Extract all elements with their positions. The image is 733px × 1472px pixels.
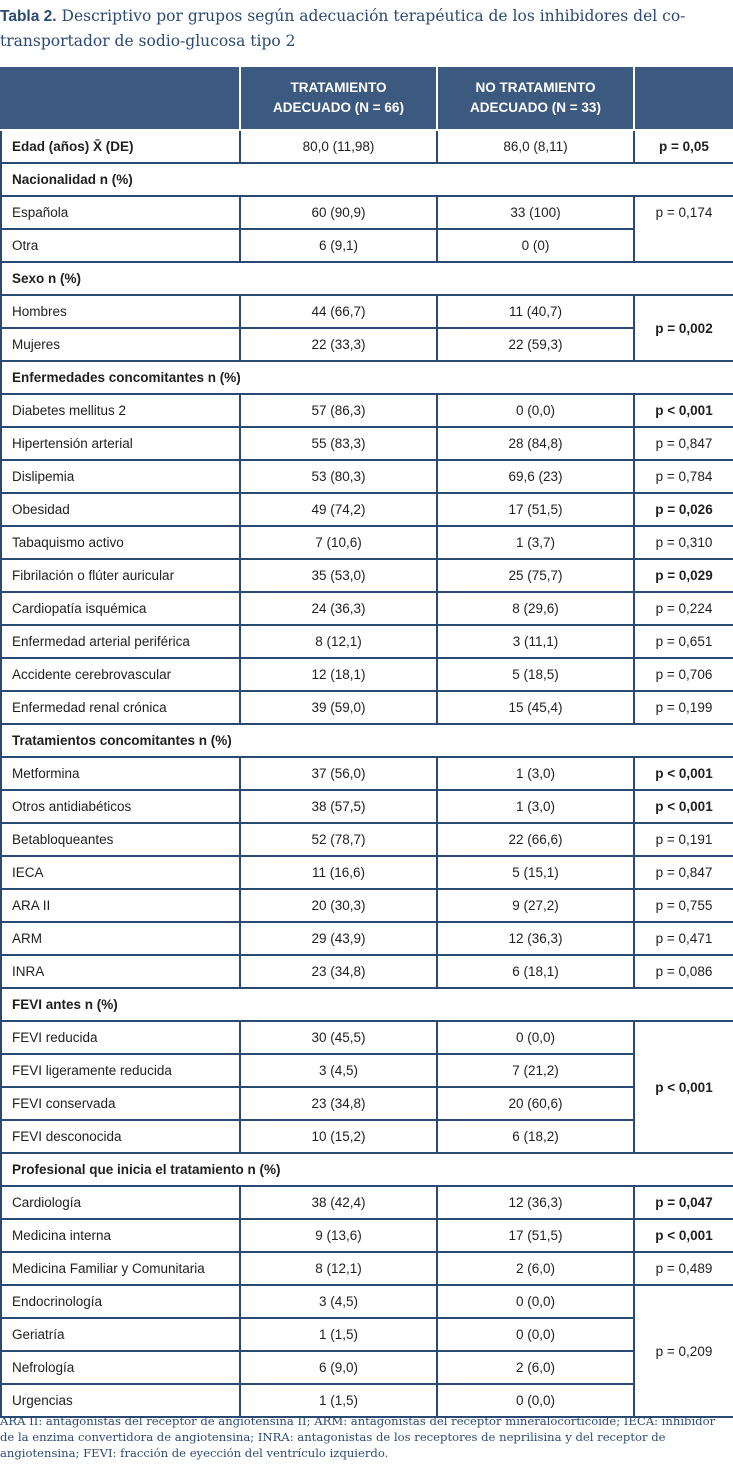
adequate-value: 35 (53,0): [240, 559, 437, 592]
table-row: [1, 196, 733, 229]
row-label: Diabetes mellitus 2: [1, 394, 240, 427]
row-label: INRA: [1, 955, 240, 988]
row-label: Cardiología: [1, 1186, 240, 1219]
p-value: p < 0,001: [634, 1219, 733, 1252]
table-row: [1, 658, 733, 691]
adequate-value: 38 (42,4): [240, 1186, 437, 1219]
adequate-value: 7 (10,6): [240, 526, 437, 559]
p-value: p = 0,847: [634, 427, 733, 460]
table-row: [1, 1219, 733, 1252]
adequate-value: 53 (80,3): [240, 460, 437, 493]
p-value: p = 0,174: [634, 196, 733, 262]
header-variable: [1, 66, 240, 130]
row-label: Medicina Familiar y Comunitaria: [1, 1252, 240, 1285]
no-adequate-value: 17 (51,5): [437, 1219, 634, 1252]
row-label: Fibrilación o flúter auricular: [1, 559, 240, 592]
row-label: Hombres: [1, 295, 240, 328]
adequate-value: 6 (9,0): [240, 1351, 437, 1384]
section-row: [1, 724, 733, 757]
table-row: [1, 856, 733, 889]
adequate-value: 49 (74,2): [240, 493, 437, 526]
header-p-value: [634, 66, 733, 130]
no-adequate-value: 22 (66,6): [437, 823, 634, 856]
table-row: [1, 592, 733, 625]
adequate-value: 23 (34,8): [240, 955, 437, 988]
p-value: p = 0,05: [634, 130, 733, 163]
section-title: Tratamientos concomitantes n (%): [1, 724, 733, 757]
header-adequate-treatment: [240, 66, 437, 130]
section-row: [1, 163, 733, 196]
p-value: p < 0,001: [634, 757, 733, 790]
row-label: Endocrinología: [1, 1285, 240, 1318]
table-row: [1, 559, 733, 592]
table-caption-text: Descriptivo por grupos según adecuación terapéutica de los inhibidores del co-transportador de sodio-glucosa tipo 2: [0, 7, 686, 50]
no-adequate-value: 1 (3,0): [437, 790, 634, 823]
no-adequate-value: 2 (6,0): [437, 1351, 634, 1384]
no-adequate-value: 5 (15,1): [437, 856, 634, 889]
table-row: [1, 922, 733, 955]
no-adequate-value: 86,0 (8,11): [437, 130, 634, 163]
row-label: Otra: [1, 229, 240, 262]
no-adequate-value: 28 (84,8): [437, 427, 634, 460]
section-row: [1, 988, 733, 1021]
table-row: [1, 460, 733, 493]
table-row: [1, 1186, 733, 1219]
row-label: Obesidad: [1, 493, 240, 526]
p-value: p = 0,209: [634, 1285, 733, 1417]
table-row: [1, 295, 733, 328]
row-label: FEVI desconocida: [1, 1120, 240, 1153]
row-label: Edad (años) X̄ (DE): [1, 130, 240, 163]
table-row: [1, 1351, 733, 1384]
table-row: [1, 1087, 733, 1120]
adequate-value: 1 (1,5): [240, 1384, 437, 1417]
no-adequate-value: 12 (36,3): [437, 1186, 634, 1219]
table-row: [1, 757, 733, 790]
adequate-value: 3 (4,5): [240, 1054, 437, 1087]
p-value: p = 0,784: [634, 460, 733, 493]
adequate-value: 38 (57,5): [240, 790, 437, 823]
adequate-value: 8 (12,1): [240, 625, 437, 658]
no-adequate-value: 1 (3,7): [437, 526, 634, 559]
adequate-value: 39 (59,0): [240, 691, 437, 724]
table-row: [1, 1252, 733, 1285]
p-value: p = 0,755: [634, 889, 733, 922]
header-no-adequate-treatment: [437, 66, 634, 130]
row-label: Hipertensión arterial: [1, 427, 240, 460]
table-row: [1, 526, 733, 559]
table-row: [1, 823, 733, 856]
adequate-value: 80,0 (11,98): [240, 130, 437, 163]
table-row: [1, 328, 733, 361]
adequate-value: 44 (66,7): [240, 295, 437, 328]
no-adequate-value: 0 (0,0): [437, 1318, 634, 1351]
no-adequate-value: 2 (6,0): [437, 1252, 634, 1285]
table-footnote: ARA II: antagonistas del receptor de angiotensina II; ARM: antagonistas del receptor mineralocorticoide; IECA: inhibidor de la enzima convertidora de angiotensina; INRA: antagonistas de los receptores de neprilisina y del receptor de angiotensina; FEVI: fracción de eyección del ventrículo izquierdo.: [0, 1414, 716, 1460]
no-adequate-value: 6 (18,1): [437, 955, 634, 988]
no-adequate-value: 33 (100): [437, 196, 634, 229]
adequate-value: 11 (16,6): [240, 856, 437, 889]
row-label: Nefrología: [1, 1351, 240, 1384]
section-title: Enfermedades concomitantes n (%): [1, 361, 733, 394]
section-title: Nacionalidad n (%): [1, 163, 733, 196]
section-row: [1, 262, 733, 295]
p-value: p = 0,489: [634, 1252, 733, 1285]
row-label: Enfermedad arterial periférica: [1, 625, 240, 658]
adequate-value: 10 (15,2): [240, 1120, 437, 1153]
table-row: [1, 790, 733, 823]
p-value: p = 0,086: [634, 955, 733, 988]
adequate-value: 29 (43,9): [240, 922, 437, 955]
p-value: p = 0,651: [634, 625, 733, 658]
no-adequate-value: 17 (51,5): [437, 493, 634, 526]
adequate-value: 3 (4,5): [240, 1285, 437, 1318]
no-adequate-value: 0 (0,0): [437, 394, 634, 427]
table-row: [1, 229, 733, 262]
adequate-value: 57 (86,3): [240, 394, 437, 427]
adequate-value: 37 (56,0): [240, 757, 437, 790]
table-row: [1, 1054, 733, 1087]
adequate-value: 24 (36,3): [240, 592, 437, 625]
table-row: [1, 955, 733, 988]
table-body: [1, 130, 733, 1417]
row-label: Accidente cerebrovascular: [1, 658, 240, 691]
no-adequate-value: 9 (27,2): [437, 889, 634, 922]
adequate-value: 52 (78,7): [240, 823, 437, 856]
no-adequate-value: 0 (0,0): [437, 1021, 634, 1054]
adequate-value: 1 (1,5): [240, 1318, 437, 1351]
p-value: p < 0,001: [634, 790, 733, 823]
table-row: [1, 1318, 733, 1351]
no-adequate-value: 15 (45,4): [437, 691, 634, 724]
header-adequate-label: TRATAMIENTO ADECUADO (N = 66): [273, 80, 404, 115]
table-caption: [0, 0, 733, 64]
row-label: FEVI conservada: [1, 1087, 240, 1120]
p-value: p = 0,199: [634, 691, 733, 724]
table-caption-label: Tabla 2.: [0, 8, 57, 25]
table-row: [1, 625, 733, 658]
p-value: p = 0,471: [634, 922, 733, 955]
adequate-value: 6 (9,1): [240, 229, 437, 262]
row-label: Otros antidiabéticos: [1, 790, 240, 823]
p-value: p < 0,001: [634, 394, 733, 427]
adequate-value: 55 (83,3): [240, 427, 437, 460]
p-value: p = 0,029: [634, 559, 733, 592]
no-adequate-value: 8 (29,6): [437, 592, 634, 625]
table-row: [1, 493, 733, 526]
row-label: Medicina interna: [1, 1219, 240, 1252]
adequate-value: 30 (45,5): [240, 1021, 437, 1054]
no-adequate-value: 7 (21,2): [437, 1054, 634, 1087]
adequate-value: 22 (33,3): [240, 328, 437, 361]
no-adequate-value: 11 (40,7): [437, 295, 634, 328]
row-label: Betabloqueantes: [1, 823, 240, 856]
header-no-adequate-label: NO TRATAMIENTO ADECUADO (N = 33): [470, 80, 601, 115]
p-value: p < 0,001: [634, 1021, 733, 1153]
no-adequate-value: 6 (18,2): [437, 1120, 634, 1153]
row-label: Urgencias: [1, 1384, 240, 1417]
no-adequate-value: 25 (75,7): [437, 559, 634, 592]
no-adequate-value: 0 (0): [437, 229, 634, 262]
section-title: FEVI antes n (%): [1, 988, 733, 1021]
row-label: Enfermedad renal crónica: [1, 691, 240, 724]
no-adequate-value: 69,6 (23): [437, 460, 634, 493]
row-label: FEVI reducida: [1, 1021, 240, 1054]
row-label: FEVI ligeramente reducida: [1, 1054, 240, 1087]
table-row: [1, 130, 733, 163]
section-row: [1, 361, 733, 394]
row-label: Cardiopatía isquémica: [1, 592, 240, 625]
no-adequate-value: 0 (0,0): [437, 1285, 634, 1318]
row-label: Geriatría: [1, 1318, 240, 1351]
row-label: Mujeres: [1, 328, 240, 361]
results-table: [0, 65, 733, 1418]
no-adequate-value: 5 (18,5): [437, 658, 634, 691]
no-adequate-value: 20 (60,6): [437, 1087, 634, 1120]
row-label: Metformina: [1, 757, 240, 790]
adequate-value: 9 (13,6): [240, 1219, 437, 1252]
section-title: Sexo n (%): [1, 262, 733, 295]
p-value: p = 0,191: [634, 823, 733, 856]
table-row: [1, 1021, 733, 1054]
p-value: p = 0,224: [634, 592, 733, 625]
row-label: ARA II: [1, 889, 240, 922]
row-label: Dislipemia: [1, 460, 240, 493]
p-value: p = 0,847: [634, 856, 733, 889]
row-label: IECA: [1, 856, 240, 889]
table-row: [1, 889, 733, 922]
section-row: [1, 1153, 733, 1186]
p-value: p = 0,706: [634, 658, 733, 691]
adequate-value: 23 (34,8): [240, 1087, 437, 1120]
p-value: p = 0,026: [634, 493, 733, 526]
adequate-value: 12 (18,1): [240, 658, 437, 691]
table-header-row: [1, 66, 733, 130]
p-value: p = 0,047: [634, 1186, 733, 1219]
no-adequate-value: 22 (59,3): [437, 328, 634, 361]
table-row: [1, 1120, 733, 1153]
adequate-value: 60 (90,9): [240, 196, 437, 229]
no-adequate-value: 3 (11,1): [437, 625, 634, 658]
table-row: [1, 394, 733, 427]
table-row: [1, 691, 733, 724]
adequate-value: 20 (30,3): [240, 889, 437, 922]
no-adequate-value: 12 (36,3): [437, 922, 634, 955]
no-adequate-value: 0 (0,0): [437, 1384, 634, 1417]
row-label: ARM: [1, 922, 240, 955]
row-label: Española: [1, 196, 240, 229]
p-value: p = 0,310: [634, 526, 733, 559]
no-adequate-value: 1 (3,0): [437, 757, 634, 790]
adequate-value: 8 (12,1): [240, 1252, 437, 1285]
p-value: p = 0,002: [634, 295, 733, 361]
row-label: Tabaquismo activo: [1, 526, 240, 559]
section-title: Profesional que inicia el tratamiento n (%): [1, 1153, 733, 1186]
table-row: [1, 1285, 733, 1318]
table-row: [1, 427, 733, 460]
